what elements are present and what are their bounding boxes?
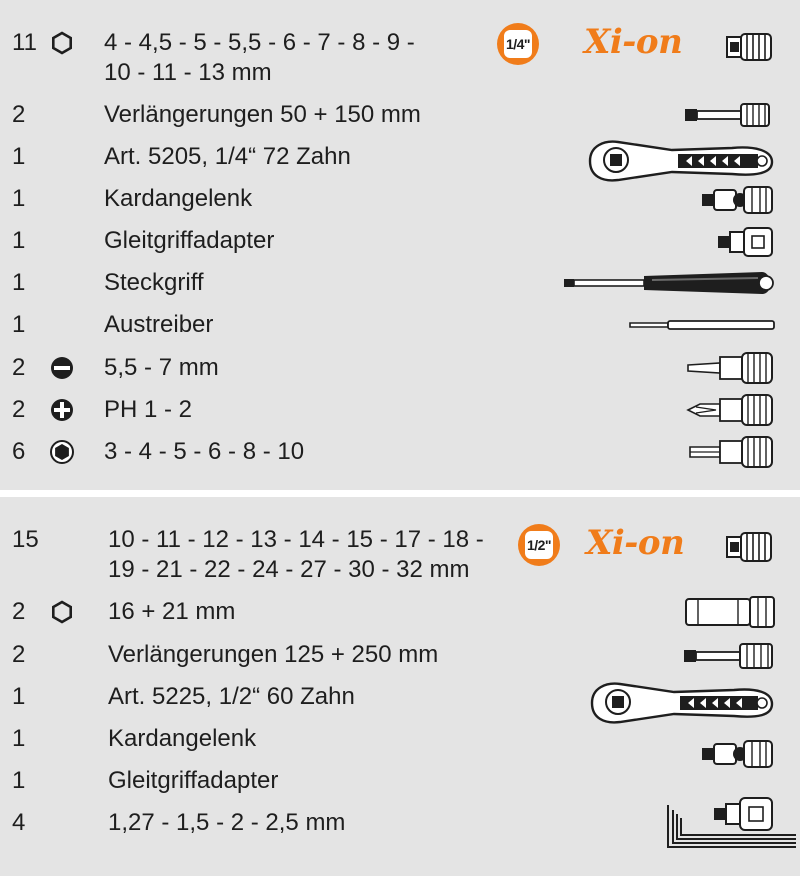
list-item	[0, 136, 800, 178]
item-quantity: 1	[12, 767, 26, 794]
item-description: Austreiber	[104, 311, 214, 338]
item-description: 16 + 21 mm	[108, 598, 236, 625]
item-description: PH 1 - 2	[104, 396, 193, 423]
list-item	[0, 347, 800, 389]
item-quantity: 1	[12, 683, 26, 710]
spark-plug-socket-icon	[684, 595, 776, 629]
socket-icon	[725, 531, 775, 563]
list-item	[0, 389, 800, 431]
item-description: Gleitgriffadapter	[104, 227, 275, 254]
list-item	[0, 178, 800, 220]
item-description: 5,5 - 7 mm	[104, 354, 219, 381]
section-divider	[0, 490, 800, 497]
list-item	[0, 220, 800, 262]
universal-joint-icon	[700, 184, 776, 216]
item-quantity: 1	[12, 725, 26, 752]
list-item	[0, 262, 800, 304]
item-description: Art. 5225, 1/2“ 60 Zahn	[108, 683, 355, 710]
list-item	[0, 431, 800, 473]
drive-size-label: 1/4"	[504, 30, 532, 58]
list-item	[0, 676, 800, 718]
item-description: 3 - 4 - 5 - 6 - 8 - 10	[104, 438, 305, 465]
item-quantity: 1	[12, 311, 26, 338]
description-line-2: 10 - 11 - 13 mm	[104, 59, 272, 86]
brand-logo: Xi-on	[584, 22, 683, 62]
brand-logo: Xi-on	[586, 523, 685, 563]
description-line-1: 10 - 11 - 12 - 13 - 14 - 15 - 17 - 18 -	[108, 526, 484, 553]
extension-bar-icon	[682, 642, 776, 670]
description-line-2: 19 - 21 - 22 - 24 - 27 - 30 - 32 mm	[108, 556, 470, 583]
item-quantity: 2	[12, 396, 26, 423]
phillips-bit-socket-icon	[686, 393, 776, 427]
slotted-icon	[50, 356, 74, 380]
hexagon-icon	[50, 31, 74, 55]
item-quantity: 2	[12, 354, 26, 381]
half-inch-section	[0, 497, 800, 876]
hex-bit-icon	[50, 440, 74, 464]
list-item	[0, 718, 800, 760]
item-quantity: 6	[12, 438, 26, 465]
list-item	[0, 94, 800, 136]
item-quantity: 15	[12, 526, 39, 553]
hex-key-icon	[660, 803, 800, 855]
drift-punch-icon	[628, 318, 778, 332]
sliding-adapter-icon	[716, 226, 776, 258]
item-quantity: 1	[12, 227, 26, 254]
list-item	[0, 634, 800, 676]
item-quantity: 2	[12, 641, 26, 668]
item-quantity: 1	[12, 185, 26, 212]
hexagon-icon	[50, 600, 74, 624]
item-description: 1,27 - 1,5 - 2 - 2,5 mm	[108, 809, 346, 836]
slotted-bit-socket-icon	[686, 351, 776, 385]
hex-bit-socket-icon	[686, 435, 776, 469]
item-quantity: 2	[12, 598, 26, 625]
item-description: Verlängerungen 50 + 150 mm	[104, 101, 421, 128]
list-item	[0, 519, 800, 589]
list-item	[0, 591, 800, 633]
item-description	[104, 22, 415, 88]
spinner-handle-icon	[562, 266, 778, 300]
item-description: Verlängerungen 125 + 250 mm	[108, 641, 439, 668]
item-description: Gleitgriffadapter	[108, 767, 279, 794]
item-quantity: 1	[12, 143, 26, 170]
item-quantity: 4	[12, 809, 26, 836]
item-quantity: 2	[12, 101, 26, 128]
item-description: Steckgriff	[104, 269, 204, 296]
list-item	[0, 304, 800, 346]
item-description	[108, 519, 484, 585]
description-line-1: 4 - 4,5 - 5 - 5,5 - 6 - 7 - 8 - 9 -	[104, 29, 415, 56]
list-item	[0, 22, 800, 92]
item-description: Art. 5205, 1/4“ 72 Zahn	[104, 143, 351, 170]
list-item	[0, 760, 800, 802]
item-description: Kardangelenk	[108, 725, 257, 752]
item-description: Kardangelenk	[104, 185, 253, 212]
socket-icon	[725, 32, 775, 62]
item-quantity: 11	[12, 29, 37, 56]
drive-size-label: 1/2"	[525, 531, 553, 559]
item-quantity: 1	[12, 269, 26, 296]
extension-bar-icon	[683, 102, 773, 128]
phillips-icon	[50, 398, 74, 422]
